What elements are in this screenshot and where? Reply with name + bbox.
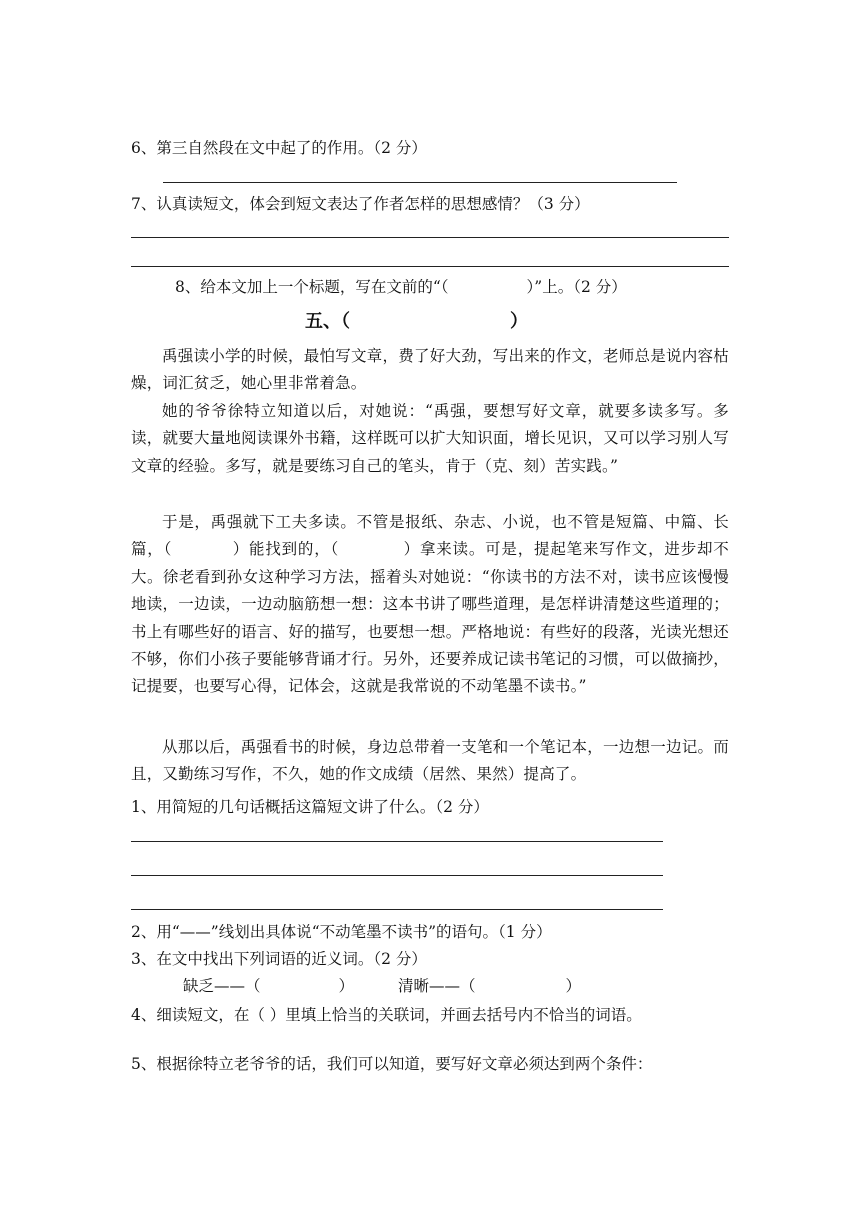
section-close: ） <box>510 311 528 332</box>
question-4: 4、细读短文，在（ ）里填上恰当的关联词，并画去括号内不恰当的词语。 <box>131 1006 642 1024</box>
answer-line[interactable] <box>131 266 729 267</box>
section-heading <box>305 310 528 334</box>
question-7: 7、认真读短文，体会到短文表达了作者怎样的思想感情？（3 分） <box>131 195 590 213</box>
synonym-item-2 <box>398 976 581 996</box>
passage-paragraph-4: 从那以后，禹强看书的时候，身边总带着一支笔和一个笔记本，一边想一边记。而且，又勤练习写作，不久，她的作文成绩（居然、果然）提高了。 <box>131 738 729 784</box>
synonym-close: ） <box>565 977 582 995</box>
question-8 <box>175 277 627 297</box>
question-3: 3、在文中找出下列词语的近义词。（2 分） <box>131 950 427 968</box>
answer-line[interactable] <box>131 875 663 876</box>
passage-paragraph-1: 禹强读小学的时候，最怕写文章，费了好大劲，写出来的作文，老师总是说内容枯燥，词汇贫乏，她心里非常着急。 <box>131 347 729 393</box>
question-1: 1、用简短的几句话概括这篇短文讲了什么。（2 分） <box>131 798 489 816</box>
passage-paragraph-3 <box>131 509 729 701</box>
synonym-word: 缺乏——（ <box>183 977 261 995</box>
question-2: 2、用“——”线划出具体说“不动笔墨不读书”的语句。（1 分） <box>131 923 552 941</box>
passage-text: ）拿来读。可是，提起笔来写作文，进步却不大。徐老看到孙女这种学习方法，摇着头对她说：“你读书的方法不对，读书应该慢慢地读，一边读，一边动脑筋想一想：这本书讲了哪些道理，是怎样讲清楚这些道理的；书上有哪些好的语言、好的描写，也要想一想。严格地说：有些好的段落，光读光想还不够，你们小孩子要能够背诵才行。另外，还要养成记读书笔记的习惯，可以做摘抄，记提要，也要写心得，记体会，这就是我常说的不动笔墨不读书。” <box>131 540 729 696</box>
question-6: 6、第三自然段在文中起了的作用。（2 分） <box>131 139 427 157</box>
answer-line[interactable] <box>131 237 729 238</box>
question-8-text: 8、给本文加上一个标题，写在文前的“（ <box>175 278 449 296</box>
passage-text: 于是，禹强就下工夫多读。不管是报纸、杂志、小说，也不管是短篇、中篇、长篇，（ <box>131 513 729 559</box>
answer-line[interactable] <box>163 182 677 183</box>
section-label: 五、（ <box>305 311 350 332</box>
synonym-word: 清晰——（ <box>398 977 476 995</box>
answer-line[interactable] <box>131 909 663 910</box>
question-8-text-end: ）”上。（2 分） <box>526 278 627 296</box>
answer-line[interactable] <box>131 841 663 842</box>
question-5: 5、根据徐特立老爷爷的话，我们可以知道，要写好文章必须达到两个条件： <box>131 1055 653 1073</box>
synonym-close: ） <box>338 977 355 995</box>
synonym-item-1 <box>183 976 354 996</box>
passage-text: ）能找到的，（ <box>232 540 340 559</box>
passage-paragraph-2: 她的爷爷徐特立知道以后，对她说：“禹强，要想写好文章，就要多读多写。多读，就要大量地阅读课外书籍，这样既可以扩大知识面，增长见识，又可以学习别人写文章的经验。多写，就是要练习自己的笔头，肯于（克、刻）苦实践。” <box>131 402 729 475</box>
